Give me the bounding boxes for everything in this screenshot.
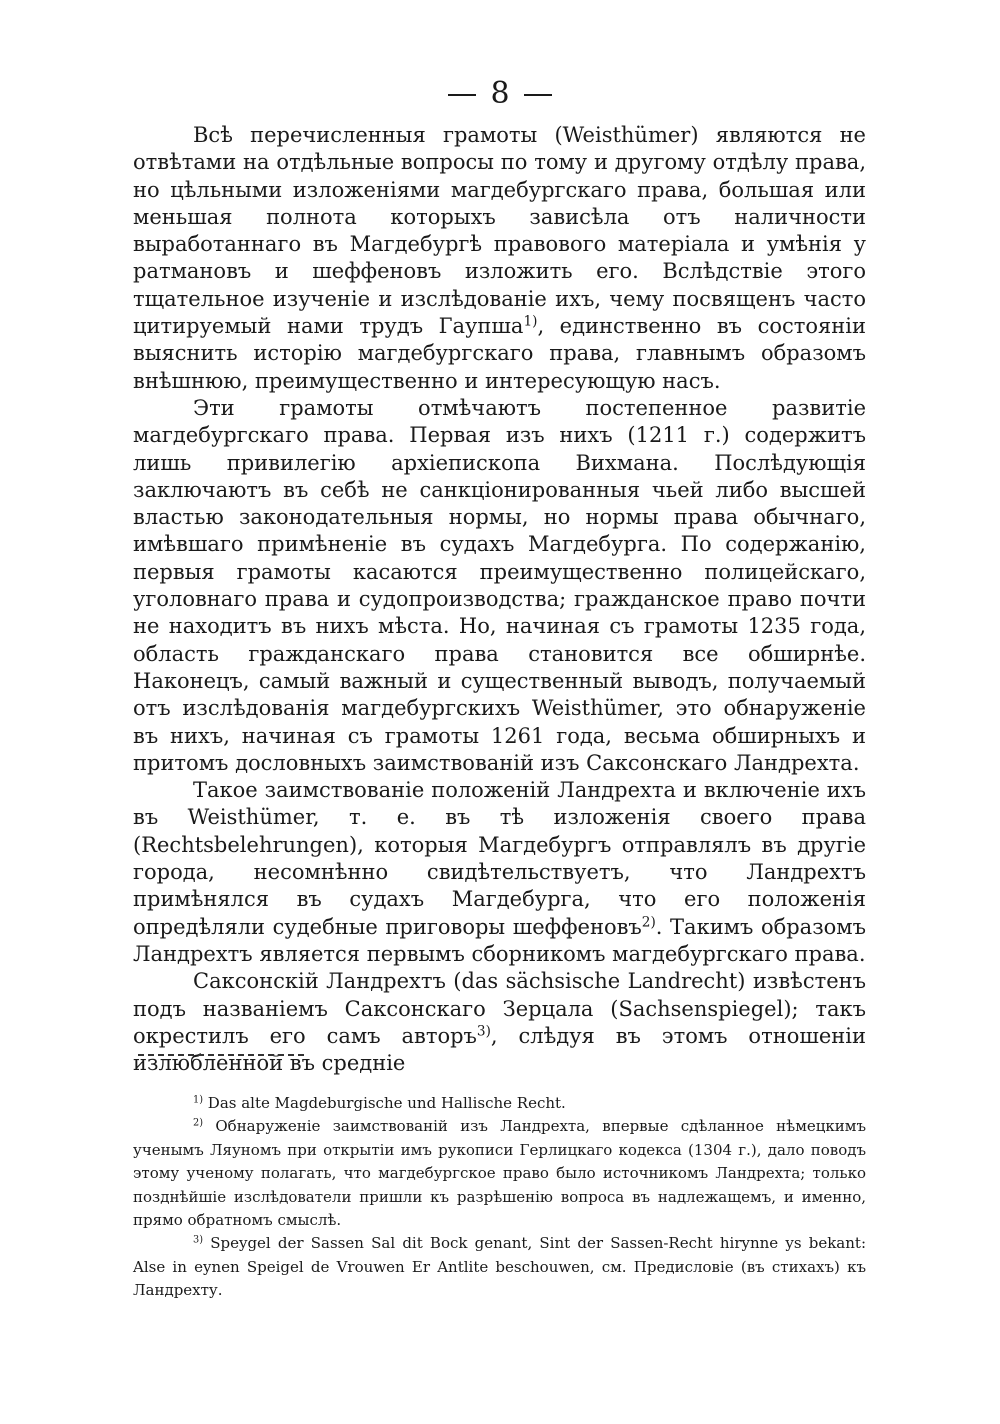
footnote-marker: 3) <box>193 1235 204 1247</box>
footnote-separator <box>138 1054 304 1056</box>
paragraph-text-continued: . Такимъ образомъ Ландрехтъ является первымъ сборникомъ магдебургскаго права. <box>133 914 866 966</box>
paragraph-text: Всѣ перечисленныя грамоты (Weisthümer) являются не отвѣтами на отдѣльные вопросы по тому и другому отдѣлу права, но цѣльными изложеніями магдебургскаго права, большая или меньшая полнота которыхъ зависѣла отъ наличности выработаннаго въ Магдебургѣ правового матеріала и умѣнія у ратмановъ и шеффеновъ изложить его. Вслѣдствіе этого тщательное изученіе и изслѣдованіе ихъ, чему посвященъ часто цитируемый нами трудъ Гаупша <box>133 123 866 339</box>
paragraph-text: Саксонскій Ландрехтъ (das sächsische Landrecht) извѣстенъ подъ названіемъ Саксонскаго Зерцала (Sachsenspiegel); такъ окрестилъ его самъ авторъ <box>133 969 866 1048</box>
footnote-text: Das alte Magdeburgische und Hallische Recht. <box>207 1094 566 1112</box>
paragraph <box>133 122 866 395</box>
paragraph <box>133 395 866 777</box>
footnote-marker: 2) <box>193 1118 204 1130</box>
body-text <box>133 122 866 1077</box>
footnotes <box>133 1092 866 1303</box>
paragraph-text-continued: , единственно въ состояніи выяснить исторію магдебургскаго права, главнымъ образомъ внѣшнюю, преимущественно и интересующую насъ. <box>133 314 866 393</box>
footnote <box>133 1115 866 1232</box>
paragraph-text: Такое заимствованіе положеній Ландрехта и включеніе ихъ въ Weisthümer, т. е. въ тѣ изложенія своего права (Rechtsbelehrungen), которыя Магдебургъ отправлялъ въ другіе города, несомнѣнно свидѣтельствуетъ, что Ландрехтъ примѣнялся въ судахъ Магдебурга, что его положенія опредѣляли судебные приговоры шеффеновъ <box>133 778 866 939</box>
right-dash <box>524 94 552 96</box>
footnote-ref: 1) <box>523 313 538 330</box>
footnote <box>133 1232 866 1302</box>
footnote <box>133 1092 866 1115</box>
footnote-ref: 2) <box>641 914 656 931</box>
paragraph <box>133 777 866 968</box>
footnote-ref: 3) <box>476 1023 491 1040</box>
page-number <box>0 76 1000 112</box>
paragraph <box>133 968 866 1077</box>
paragraph-text: Эти грамоты отмѣчаютъ постепенное развитіе магдебургскаго права. Первая изъ нихъ (1211 г.) содержитъ лишь привилегію архіепископа Вихмана. Послѣдующія заключаютъ въ себѣ не санкціонированныя чьей либо высшей властью законодательныя нормы, но нормы права обычнаго, имѣвшаго примѣненіе въ судахъ Магдебурга. По содержанію, первыя грамоты касаются преимущественно полицейскаго, уголовнаго права и судопроизводства; гражданское право почти не находитъ въ нихъ мѣста. Но, начиная съ грамоты 1235 года, область гражданскаго права становится все обширнѣе. Наконецъ, самый важный и существенный выводъ, получаемый отъ изслѣдованія магдебургскихъ Weisthümer, это обнаруженіе въ нихъ, начиная съ грамоты 1261 года, весьма обширныхъ и притомъ дословныхъ заимствованій изъ Саксонскаго Ландрехта. <box>133 395 866 775</box>
paragraph-text-continued: , слѣдуя въ этомъ отношеніи излюбленной въ средніе <box>133 1023 866 1076</box>
left-dash <box>448 94 476 96</box>
footnote-text: Обнаруженіе заимствованій изъ Ландрехта, впервые сдѣланное нѣмецкимъ ученымъ Ляуномъ при открытіи имъ рукописи Герлицкаго кодекса (1304 г.), дало поводъ этому ученому полагать, что магдебургское право было источникомъ Ландрехта; только позднѣйшіе изслѣдователи пришли къ разрѣшенію вопроса въ надлежащемъ, и именно, прямо обратномъ смыслѣ. <box>133 1117 866 1230</box>
footnote-marker: 1) <box>193 1094 204 1106</box>
page-number-value: 8 <box>490 76 510 111</box>
footnote-text: Speygel der Sassen Sal dit Bock genant, Sint der Sassen-Recht hirynne ys bekant: Alse in eynen Speigel de Vrouwen Er Antlite beschouwen, см. Предисловіе (въ стихахъ) къ Ландрехту. <box>133 1234 866 1300</box>
